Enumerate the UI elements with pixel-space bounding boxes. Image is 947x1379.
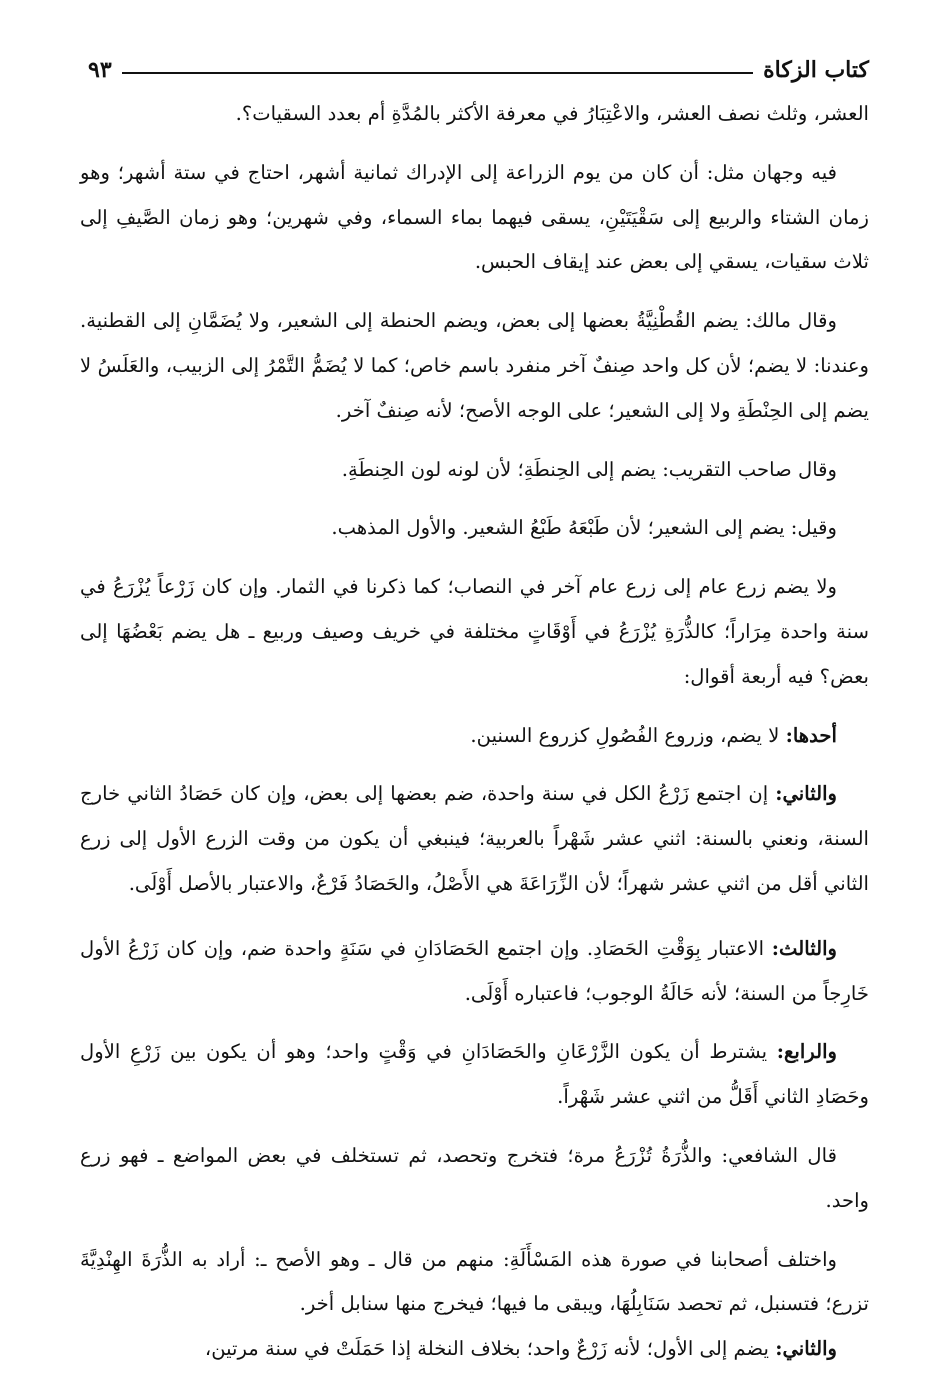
paragraph (80, 92, 869, 137)
paragraph (80, 927, 869, 1017)
paragraph-text: قال الشافعي: والذُّرَةُ تُزْرَعُ مرة؛ فتخرج وتحصد، ثم تستخلف في بعض المواضع ـ فهو زرع واحد. (80, 1143, 869, 1212)
paragraph-text: وقيل: يضم إلى الشعير؛ لأن طَبْعَهُ طَبْعُ الشعير. والأول المذهب. (331, 516, 837, 540)
running-header (88, 50, 869, 90)
paragraph-lead: والثالث: (771, 936, 837, 960)
paragraph-lead: والثاني: (775, 1337, 837, 1361)
paragraph-text: وقال مالك: يضم القُطْنِيَّةُ بعضها إلى بعض، ويضم الحنطة إلى الشعير، ولا يُضَمَّانِ إلى القطنية. وعندنا: لا يضم؛ لأن كل واحد صِنفٌ آخر منفرد باسم خاص؛ كما لا يُضَمُّ التَّمْرُ إلى الزبيب، والعَلَسُ لا يضم إلى الحِنْطَةِ ولا إلى الشعير؛ على الوجه الأصح؛ لأنه صِنفٌ آخر. (80, 309, 869, 422)
header-rule (122, 72, 754, 74)
paragraph (80, 1238, 869, 1328)
paragraph (80, 565, 869, 699)
page-body (80, 92, 869, 1372)
paragraph-text: الاعتبار بِوَقْتِ الحَصَادِ. وإن اجتمع الحَصَادَانِ في سَنَةٍ واحدة ضم، وإن كان زَرْعُ الأول خَارِجاً من السنة؛ لأنه حَالَةُ الوجوب؛ فاعتباره أَوْلَى. (80, 936, 869, 1005)
paragraph-text: لا يضم، وزروع الفُصُولِ كزروع السنين. (470, 723, 786, 747)
paragraph-text: يشترط أن يكون الزَّرْعَانِ والحَصَادَانِ في وَقْتٍ واحد؛ وهو أن يكون بين زَرْعِ الأول وحَصَادِ الثاني أَقَلُّ من اثني عشر شَهْراً. (80, 1040, 869, 1109)
paragraph (80, 1030, 869, 1120)
paragraph (80, 1134, 869, 1224)
paragraph-text: إن اجتمع زَرْعُ الكل في سنة واحدة، ضم بعضها إلى بعض، وإن كان حَصَادُ الثاني خارج السنة، ونعني بالسنة: اثني عشر شَهْراً بالعربية؛ فينبغي أن يكون من وقت الزرع الأول إلى زرع الثاني أقل من اثني عشر شهراً؛ لأن الزِّرَاعَةَ هي الأَصْلُ، والحَصَادُ فَرْعٌ، والاعتبار بالأصل أَوْلَى. (80, 782, 869, 895)
paragraph-text: واختلف أصحابنا في صورة هذه المَسْأَلَةِ: منهم من قال ـ وهو الأصح ـ: أراد به الذُّرَةَ الهِنْدِيَّةَ تزرع؛ فتسنبل، ثم تحصد سَنَابِلُهَا، ويبقى ما فيها؛ فيخرج منها سنابل أخر. (80, 1247, 869, 1316)
paragraph-text: فيه وجهان مثل: أن كان من يوم الزراعة إلى الإدراك ثمانية أشهر، احتاج في ستة أشهر؛ وهو زمان الشتاء والربيع إلى سَقْيَتَيْنِ، يسقى فيهما بماء السماء، وفي شهرين؛ وهو زمان الصَّيفِ إلى ثلاث سقيات، يسقي إلى بعض عند إيقاف الحبس. (80, 160, 869, 274)
book-title: كتاب الزكاة (763, 57, 869, 83)
paragraph (80, 448, 869, 493)
paragraph (80, 299, 869, 433)
paragraph-text: وقال صاحب التقريب: يضم إلى الحِنطَةِ؛ لأن لونه لون الحِنطَةِ. (341, 457, 837, 481)
paragraph-lead: والثاني: (775, 782, 837, 806)
paragraph (80, 151, 869, 285)
paragraph (80, 714, 869, 759)
paragraph-lead: والرابع: (776, 1040, 837, 1064)
page-number: ٩٣ (88, 57, 112, 83)
paragraph (80, 1327, 869, 1372)
paragraph-text: ولا يضم زرع عام إلى زرع عام آخر في النصاب؛ كما ذكرنا في الثمار. وإن كان زَرْعاً يُزْرَعُ في سنة واحدة مِرَاراً؛ كالذُّرَةِ يُزْرَعُ في أَوْقَاتٍ مختلفة في خريف وصيف وربيع ـ هل يضم بَعْضُهَا إلى بعض؟ فيه أربعة أقوال: (80, 575, 869, 688)
paragraph-lead: أحدها: (785, 723, 837, 747)
paragraph-text: العشر، وثلث نصف العشر، والاعْتِبَارُ في معرفة الأكثر بالمُدَّةِ أم بعدد السقيات؟. (235, 102, 869, 125)
paragraph-text: يضم إلى الأول؛ لأنه زَرْعٌ واحد؛ بخلاف النخلة إذا حَمَلَتْ في سنة مرتين، (204, 1337, 776, 1361)
paragraph (80, 506, 869, 551)
paragraph (80, 772, 869, 906)
